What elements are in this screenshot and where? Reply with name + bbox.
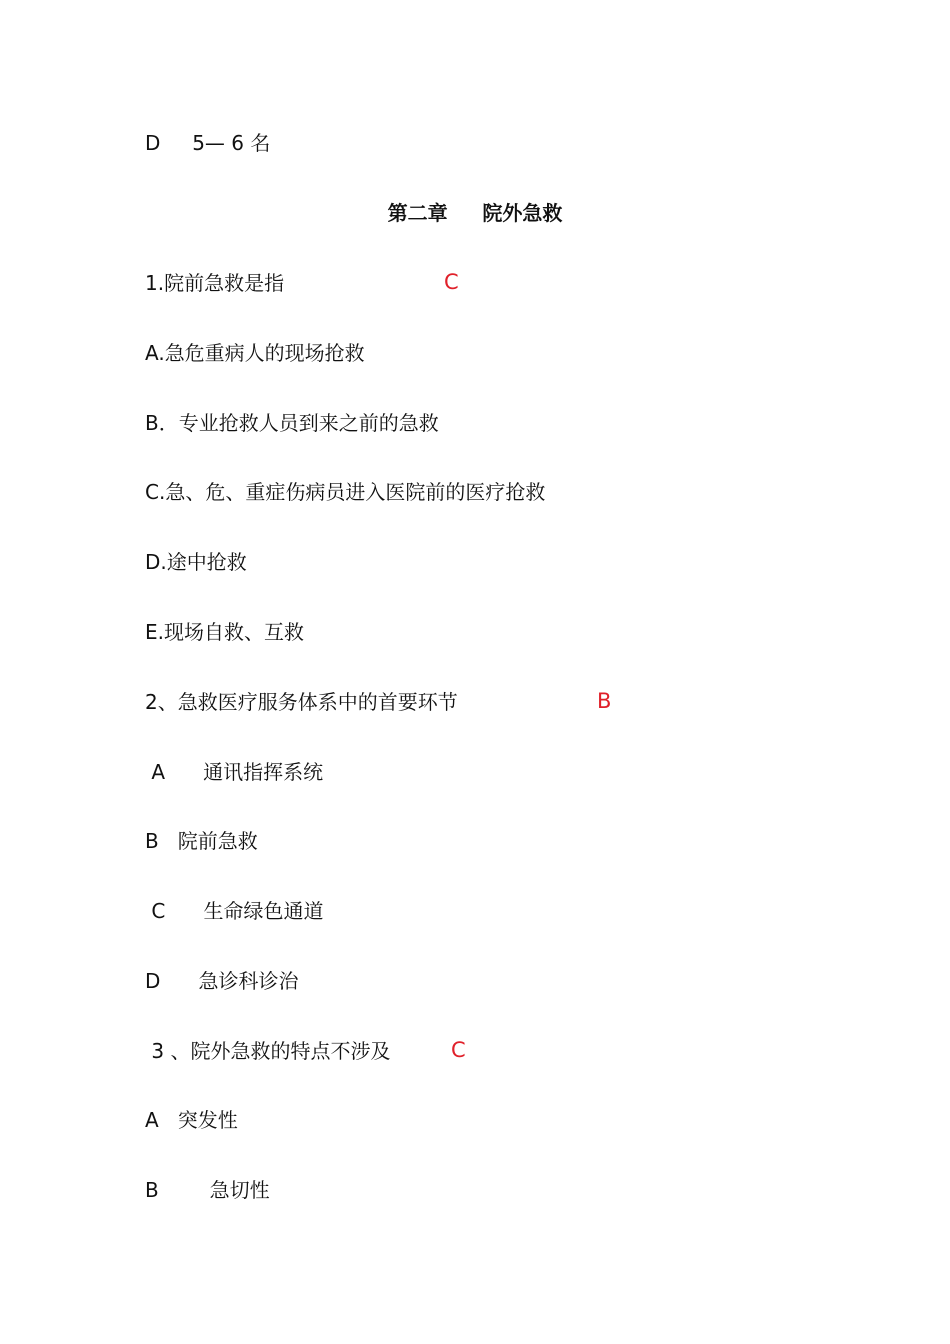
question-1: 1.院前急救是指 <box>145 271 285 295</box>
chapter-heading: 第二章 院外急救 <box>387 201 563 225</box>
q1-option-a: A.急危重病人的现场抢救 <box>145 341 365 365</box>
answer-q2: B <box>597 689 612 713</box>
q1-option-e: E.现场自救、互救 <box>145 620 304 644</box>
q1-option-c: C.急、危、重症伤病员进入医院前的医疗抢救 <box>145 480 546 504</box>
q2-option-a: A 通讯指挥系统 <box>145 760 324 784</box>
option-d-prev: D 5— 6 名 <box>145 131 271 155</box>
question-3: 3 、院外急救的特点不涉及 <box>145 1039 391 1063</box>
q3-option-a: A 突发性 <box>145 1108 238 1132</box>
q2-option-d: D 急诊科诊治 <box>145 969 299 993</box>
q1-option-b: B．专业抢救人员到来之前的急救 <box>145 411 439 435</box>
answer-q1: C <box>444 270 459 294</box>
answer-q3: C <box>451 1038 466 1062</box>
q2-option-c: C 生命绿色通道 <box>145 899 324 923</box>
q1-option-d: D.途中抢救 <box>145 550 247 574</box>
q3-option-b: B 急切性 <box>145 1178 270 1202</box>
q2-option-b: B 院前急救 <box>145 829 258 853</box>
question-2: 2、急救医疗服务体系中的首要环节 <box>145 690 458 714</box>
